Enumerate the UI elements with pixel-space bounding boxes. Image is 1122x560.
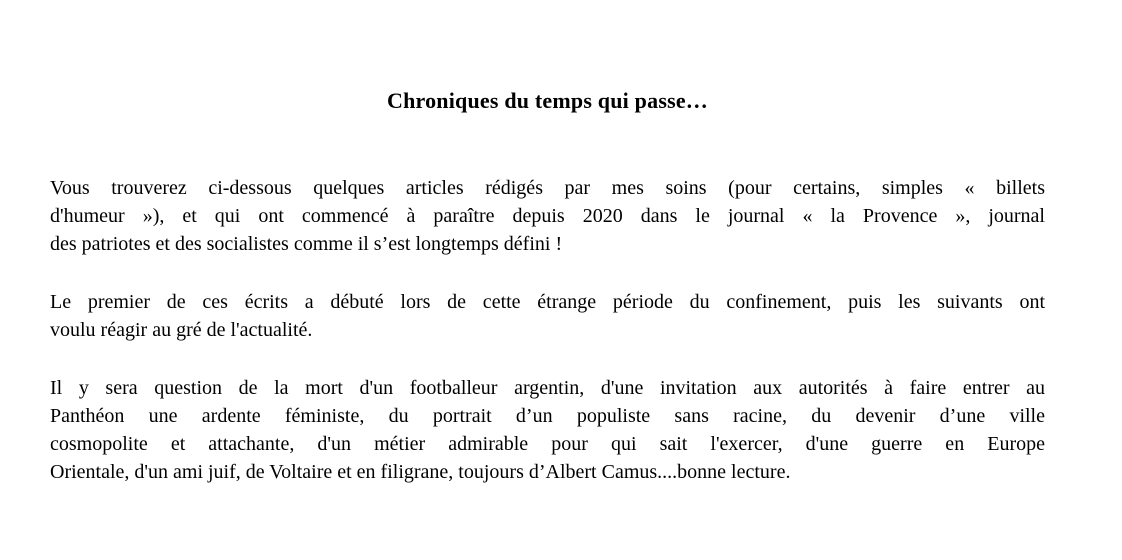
text-line: des patriotes et des socialistes comme il s’est longtemps défini ! (50, 233, 563, 255)
text-line: Vous trouverez ci-dessous quelques articles rédigés par mes soins (pour certains, simples « billets (50, 177, 1045, 199)
paragraph-sujets (50, 374, 1045, 486)
page-title: Chroniques du temps qui passe… (386, 88, 709, 113)
text-line: cosmopolite et attachante, d'un métier admirable pour qui sait l'exercer, d'une guerre en Europe (50, 433, 1045, 455)
document-body (50, 174, 1045, 486)
text-block (0, 88, 1122, 486)
paragraph-intro (50, 174, 1045, 258)
text-line: Il y sera question de la mort d'un footballeur argentin, d'une invitation aux autorités à faire entrer au (50, 377, 1045, 399)
text-line: d'humeur »), et qui ont commencé à paraître depuis 2020 dans le journal « la Provence », journal (50, 205, 1045, 227)
paragraph-premier-ecrit (50, 288, 1045, 344)
text-line: voulu réagir au gré de l'actualité. (50, 319, 313, 341)
text-line: Le premier de ces écrits a débuté lors de cette étrange période du confinement, puis les suivants ont (50, 291, 1045, 313)
text-line: Orientale, d'un ami juif, de Voltaire et en filigrane, toujours d’Albert Camus....bonne lecture. (50, 461, 791, 483)
text-line: Panthéon une ardente féministe, du portrait d’un populiste sans racine, du devenir d’une ville (50, 405, 1045, 427)
